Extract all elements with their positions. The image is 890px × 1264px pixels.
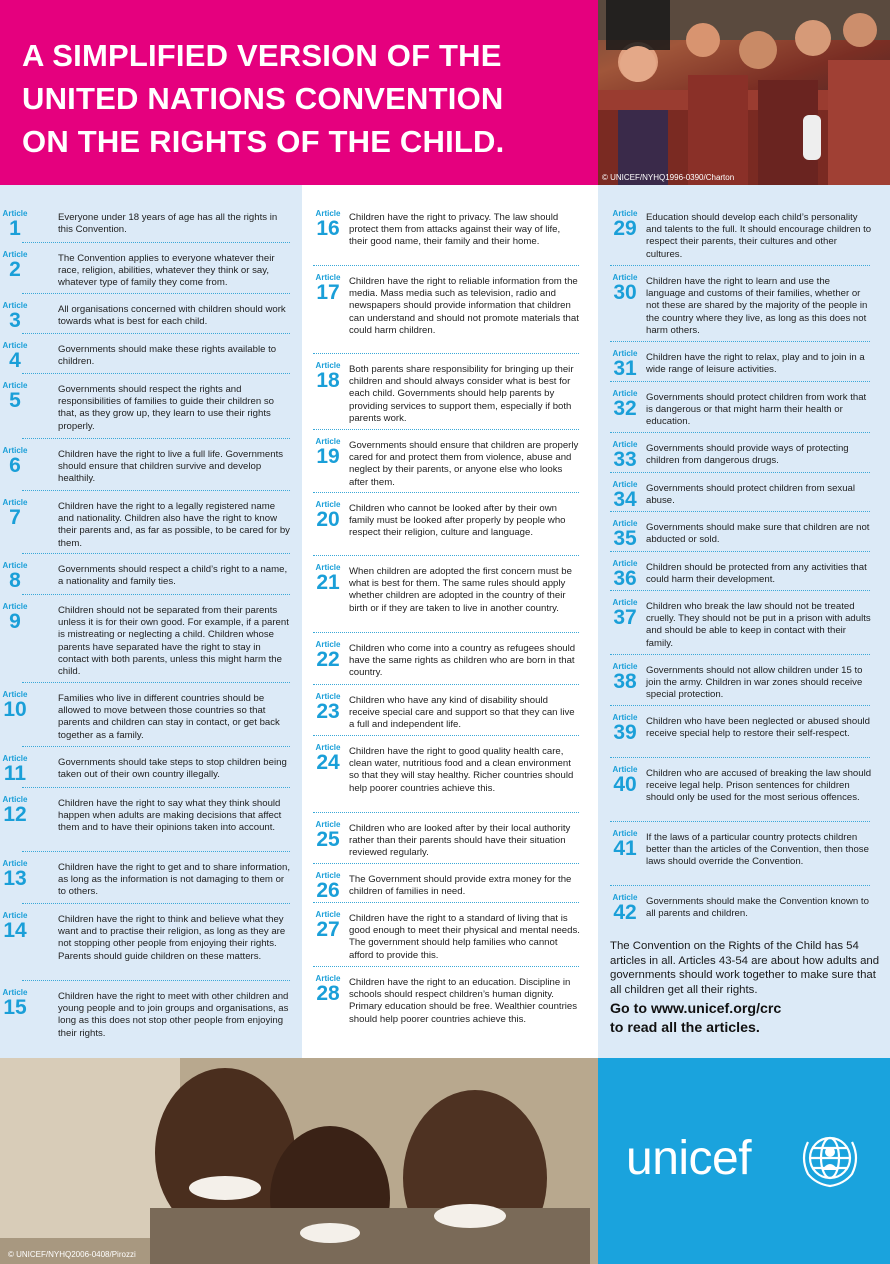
article-number: 7 — [9, 506, 21, 529]
article-word: Article — [612, 480, 638, 489]
article-label — [608, 893, 642, 923]
article-label — [0, 301, 30, 331]
article-label — [311, 273, 345, 303]
article-word: Article — [2, 301, 28, 310]
article-text: Children have the right to think and believe what they want and to practise their religion, as long as they are not stopping other people from enjoying their rights. Parents should guide children on these matters. — [58, 914, 286, 962]
article-text: Children should not be separated from their parents unless it is for their own good. For example, if a parent is mistreating or neglecting a child. Children whose parents have separated have the right to stay in contact with both parents, unless this might harm the child. — [58, 605, 289, 678]
article-divider — [22, 333, 290, 334]
article-number: 42 — [613, 901, 637, 924]
article-text: Children who cannot be looked after by their own family must be looked after properly by people who respect their religion, culture and language. — [349, 503, 566, 539]
article-label — [0, 381, 30, 411]
article-number: 9 — [9, 610, 21, 633]
article-number: 8 — [9, 569, 21, 592]
article-word: Article — [612, 209, 638, 218]
article-divider — [22, 553, 290, 554]
article-label — [0, 988, 30, 1018]
article-divider — [22, 242, 290, 243]
article-number: 20 — [316, 508, 340, 531]
article-divider — [313, 812, 579, 813]
article-text: Children who break the law should not be treated cruelly. They should not be put in a prison with adults and should be able to keep in contact with their family. — [646, 601, 871, 649]
article-divider — [610, 885, 870, 886]
article-label — [311, 743, 345, 773]
article-text: Governments should protect children from sexual abuse. — [646, 483, 856, 507]
article-text: Children have the right to meet with other children and young people and to join groups and organisations, as long as this does not stop other people from enjoying their rights. — [58, 991, 289, 1039]
article-divider — [22, 373, 290, 374]
article-number: 35 — [613, 527, 637, 550]
article-label — [311, 640, 345, 670]
children-group-photo — [598, 0, 890, 185]
article-text: Everyone under 18 years of age has all the rights in this Convention. — [58, 212, 278, 236]
article-word: Article — [612, 559, 638, 568]
article-number: 36 — [613, 567, 637, 590]
article-text: Children have the right to an education. Discipline in schools should respect children’s human dignity. Primary education should be free. Wealthier countries should help poorer countries achieve this. — [349, 977, 578, 1025]
article-text: Governments should make the Convention known to all parents and children. — [646, 896, 869, 920]
article-number: 12 — [3, 803, 27, 826]
article-label — [311, 871, 345, 901]
article-text: Children have the right to privacy. The law should protect them from attacks against their way of life, their good name, their family and their home. — [349, 212, 561, 248]
article-word: Article — [2, 561, 28, 570]
article-word: Article — [2, 754, 28, 763]
crc-link-line: to read all the articles. — [610, 1020, 760, 1037]
article-word: Article — [315, 563, 341, 572]
article-text: Children who are accused of breaking the law should receive legal help. Prison sentences for children should only be used for the most serious offences. — [646, 768, 872, 804]
article-word: Article — [2, 250, 28, 259]
article-number: 19 — [316, 445, 340, 468]
article-divider — [610, 757, 870, 758]
article-text: Children have the right to a legally registered name and nationality. Children also have the right to know their parents and, as far as possible, to be cared for by them. — [58, 501, 290, 549]
page-title — [22, 34, 582, 163]
article-number: 31 — [613, 357, 637, 380]
article-divider — [22, 787, 290, 788]
article-word: Article — [612, 713, 638, 722]
article-divider — [22, 980, 290, 981]
title-line: ON THE RIGHTS OF THE CHILD. — [22, 124, 505, 159]
article-divider — [610, 511, 870, 512]
smiling-boys-photo — [0, 1058, 598, 1264]
article-word: Article — [612, 893, 638, 902]
article-number: 13 — [3, 867, 27, 890]
article-word: Article — [315, 871, 341, 880]
article-label — [608, 519, 642, 549]
article-word: Article — [315, 743, 341, 752]
article-text: Children have the right to learn and use the language and customs of their families, whether or not these are shared by the majority of the people in the country where they live, as long as this does not harm others. — [646, 276, 868, 336]
article-text: Governments should ensure that children are properly cared for and protect them from violence, abuse and neglect by their parents, or anyone else who looks after them. — [349, 440, 579, 488]
article-number: 22 — [316, 648, 340, 671]
article-text: Governments should make sure that children are not abducted or sold. — [646, 522, 870, 546]
article-label — [608, 559, 642, 589]
article-label — [311, 910, 345, 940]
article-text: Children who are looked after by their local authority rather than their parents should have their situation reviewed regularly. — [349, 823, 571, 859]
article-divider — [22, 490, 290, 491]
article-text: Governments should make these rights available to children. — [58, 344, 277, 368]
article-text: When children are adopted the first concern must be what is best for them. The same rules should apply whether children are adopted in the country of their birth or if they are taken to live in another country. — [349, 566, 572, 614]
article-label — [311, 974, 345, 1004]
article-word: Article — [315, 910, 341, 919]
article-label — [311, 563, 345, 593]
article-word: Article — [612, 765, 638, 774]
article-word: Article — [612, 349, 638, 358]
article-word: Article — [315, 273, 341, 282]
crc-link[interactable] — [610, 1000, 880, 1038]
article-divider — [313, 902, 579, 903]
article-word: Article — [2, 690, 28, 699]
article-label — [608, 273, 642, 303]
article-text: Children have the right to a standard of living that is good enough to meet their physical and mental needs. The government should help families who cannot afford to provide this. — [349, 913, 580, 961]
article-number: 4 — [9, 349, 21, 372]
article-text: Families who live in different countries should be allowed to move between those countries so that parents and children can stay in contact, or get back together as a family. — [58, 693, 280, 741]
article-word: Article — [2, 988, 28, 997]
article-label — [0, 795, 30, 825]
article-label — [311, 500, 345, 530]
article-number: 3 — [9, 309, 21, 332]
article-divider — [313, 863, 579, 864]
article-word: Article — [315, 974, 341, 983]
article-number: 16 — [316, 217, 340, 240]
article-label — [311, 692, 345, 722]
article-text: The Government should provide extra money for the children of families in need. — [349, 874, 572, 898]
article-text: Children have the right to say what they think should happen when adults are making decisions that affect them and to have their opinions taken into account. — [58, 798, 282, 834]
article-number: 29 — [613, 217, 637, 240]
article-number: 25 — [316, 828, 340, 851]
article-divider — [313, 735, 579, 736]
article-number: 40 — [613, 773, 637, 796]
article-text: Governments should take steps to stop children being taken out of their own country illegally. — [58, 757, 287, 781]
article-label — [0, 341, 30, 371]
unicef-logo-text: unicef — [626, 1132, 752, 1185]
article-text: All organisations concerned with children should work towards what is best for each child. — [58, 304, 286, 328]
article-word: Article — [315, 500, 341, 509]
article-label — [311, 361, 345, 391]
article-word: Article — [2, 498, 28, 507]
article-number: 10 — [3, 698, 27, 721]
article-label — [608, 765, 642, 795]
article-divider — [22, 903, 290, 904]
article-word: Article — [2, 795, 28, 804]
article-text: Both parents share responsibility for bringing up their children and should always consider what is best for each child. Governments should help parents by providing services to support them, especially if both parents work. — [349, 364, 574, 424]
article-label — [0, 446, 30, 476]
title-line: A SIMPLIFIED VERSION OF THE — [22, 38, 502, 73]
article-text: Children have the right to good quality health care, clean water, nutritious food and a clean environment so that they will stay healthy. Richer countries should help poorer countries achieve this. — [349, 746, 574, 794]
article-text: Governments should protect children from work that is dangerous or that might harm their health or education. — [646, 392, 867, 428]
article-label — [311, 820, 345, 850]
article-number: 24 — [316, 751, 340, 774]
article-label — [0, 561, 30, 591]
article-divider — [313, 966, 579, 967]
article-number: 34 — [613, 488, 637, 511]
article-number: 28 — [316, 982, 340, 1005]
article-number: 23 — [316, 700, 340, 723]
closing-note — [610, 939, 880, 1038]
header-banner — [0, 0, 598, 185]
article-number: 18 — [316, 369, 340, 392]
article-label — [608, 662, 642, 692]
article-number: 27 — [316, 918, 340, 941]
article-label — [0, 911, 30, 941]
article-label — [608, 389, 642, 419]
article-number: 17 — [316, 281, 340, 304]
article-word: Article — [612, 273, 638, 282]
article-divider — [313, 429, 579, 430]
article-divider — [610, 472, 870, 473]
article-divider — [313, 632, 579, 633]
article-divider — [610, 265, 870, 266]
article-word: Article — [612, 662, 638, 671]
article-word: Article — [612, 598, 638, 607]
article-label — [0, 209, 30, 239]
article-number: 15 — [3, 996, 27, 1019]
article-text: The Convention applies to everyone whatever their race, religion, abilities, whatever they think or say, whatever type of family they come from. — [58, 253, 275, 289]
article-label — [608, 829, 642, 859]
article-number: 2 — [9, 258, 21, 281]
article-label — [0, 498, 30, 528]
article-number: 11 — [3, 762, 27, 785]
article-divider — [610, 381, 870, 382]
article-divider — [610, 590, 870, 591]
article-number: 38 — [613, 670, 637, 693]
article-divider — [610, 341, 870, 342]
article-divider — [610, 821, 870, 822]
article-number: 1 — [9, 217, 21, 240]
article-divider — [22, 746, 290, 747]
article-text: Children who come into a country as refugees should have the same rights as children who are born in that country. — [349, 643, 576, 679]
article-divider — [22, 293, 290, 294]
photo-illustration — [598, 0, 890, 185]
article-number: 41 — [613, 837, 637, 860]
article-text: Children have the right to get and to share information, as long as the information is not damaging to them or to others. — [58, 862, 290, 898]
article-number: 21 — [316, 571, 340, 594]
article-word: Article — [2, 381, 28, 390]
article-label — [0, 690, 30, 720]
article-text: Children have the right to live a full life. Governments should ensure that children survive and develop healthily. — [58, 449, 284, 485]
article-text: Education should develop each child’s personality and talents to the full. It should encourage children to respect their parents, their cultures and other cultures. — [646, 212, 872, 260]
article-divider — [610, 654, 870, 655]
article-divider — [22, 594, 290, 595]
article-divider — [313, 492, 579, 493]
article-word: Article — [612, 440, 638, 449]
article-text: Children should be protected from any activities that could harm their development. — [646, 562, 867, 586]
article-divider — [610, 432, 870, 433]
article-text: Governments should respect a child’s right to a name, a nationality and family ties. — [58, 564, 288, 588]
article-word: Article — [315, 640, 341, 649]
article-text: If the laws of a particular country protects children better than the articles of the Convention, then those laws should override the Convention. — [646, 832, 869, 868]
photo-credit-bottom: © UNICEF/NYHQ2006-0408/Pirozzi — [8, 1250, 136, 1259]
article-label — [0, 754, 30, 784]
article-word: Article — [2, 209, 28, 218]
article-word: Article — [612, 519, 638, 528]
article-divider — [313, 353, 579, 354]
article-word: Article — [315, 361, 341, 370]
article-label — [311, 209, 345, 239]
article-number: 32 — [613, 397, 637, 420]
article-number: 30 — [613, 281, 637, 304]
article-word: Article — [2, 341, 28, 350]
article-number: 26 — [316, 879, 340, 902]
title-line: UNITED NATIONS CONVENTION — [22, 81, 504, 116]
article-word: Article — [315, 692, 341, 701]
article-label — [311, 437, 345, 467]
article-divider — [610, 705, 870, 706]
photo-illustration — [0, 1058, 598, 1264]
crc-link-line: Go to www.unicef.org/crc — [610, 1001, 782, 1018]
article-text: Governments should provide ways of protecting children from dangerous drugs. — [646, 443, 849, 467]
unicef-emblem-icon — [798, 1128, 862, 1192]
article-number: 6 — [9, 454, 21, 477]
article-number: 37 — [613, 606, 637, 629]
article-divider — [313, 265, 579, 266]
article-text: Children who have any kind of disability should receive special care and support so that they can live a full and independent life. — [349, 695, 575, 731]
article-word: Article — [2, 859, 28, 868]
article-text: Children who have been neglected or abused should receive special help to restore their self-respect. — [646, 716, 871, 740]
article-word: Article — [2, 911, 28, 920]
article-number: 33 — [613, 448, 637, 471]
article-word: Article — [315, 209, 341, 218]
article-word: Article — [315, 437, 341, 446]
article-word: Article — [315, 820, 341, 829]
article-label — [0, 859, 30, 889]
article-number: 39 — [613, 721, 637, 744]
article-label — [0, 602, 30, 632]
article-number: 5 — [9, 389, 21, 412]
article-text: Children have the right to reliable information from the media. Mass media such as television, radio and newspapers should provide information that children can understand and should not promote materials that could harm children. — [349, 276, 579, 336]
article-word: Article — [612, 829, 638, 838]
photo-credit-top: © UNICEF/NYHQ1996-0390/Charton — [602, 173, 735, 182]
article-label — [608, 598, 642, 628]
article-text: Children have the right to relax, play and to join in a wide range of leisure activities. — [646, 352, 865, 376]
article-label — [608, 480, 642, 510]
article-word: Article — [612, 389, 638, 398]
article-label — [608, 209, 642, 239]
article-divider — [22, 438, 290, 439]
article-divider — [313, 684, 579, 685]
article-text: Governments should not allow children under 15 to join the army. Children in war zones should receive special protection. — [646, 665, 863, 701]
article-word: Article — [2, 602, 28, 611]
article-divider — [22, 851, 290, 852]
article-text: Governments should respect the rights and responsibilities of families to guide their children so that, as they grow up, they learn to use their rights properly. — [58, 384, 274, 432]
article-label — [0, 250, 30, 280]
article-number: 14 — [3, 919, 27, 942]
header — [0, 0, 890, 185]
article-divider — [313, 555, 579, 556]
article-label — [608, 713, 642, 743]
article-divider — [22, 682, 290, 683]
article-divider — [610, 551, 870, 552]
article-word: Article — [2, 446, 28, 455]
article-label — [608, 440, 642, 470]
article-label — [608, 349, 642, 379]
closing-text: The Convention on the Rights of the Child has 54 articles in all. Articles 43-54 are about how adults and governments should work together to make sure that all children get all their rights. — [610, 940, 880, 996]
